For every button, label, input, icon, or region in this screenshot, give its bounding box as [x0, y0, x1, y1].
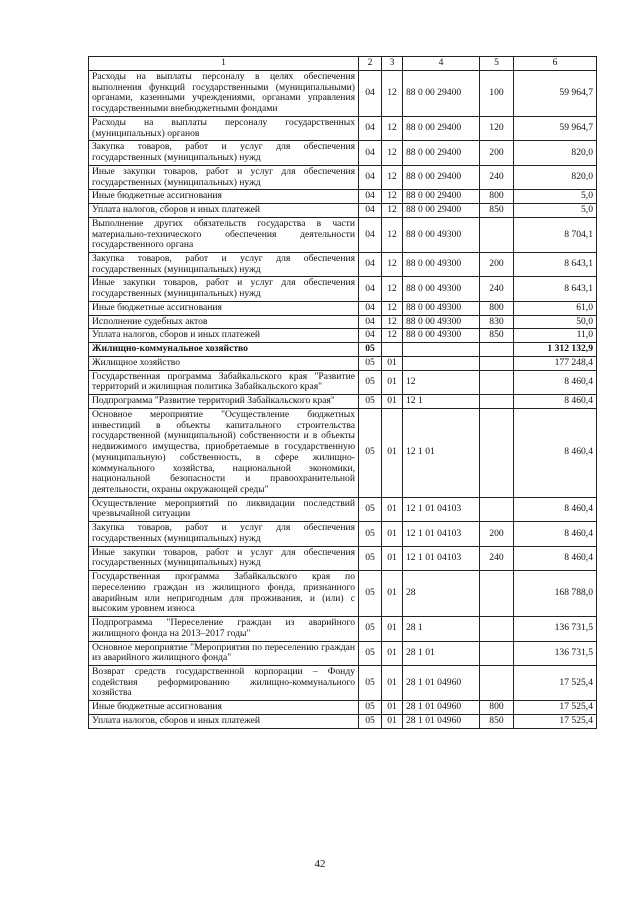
cell-target-article: 88 0 00 29400: [403, 116, 480, 140]
cell-name: Государственная программа Забайкальского края "Развитие территорий и жилищная политика Забайкальского края": [89, 370, 359, 394]
cell-section: 05: [359, 408, 382, 497]
cell-name: Иные бюджетные ассигнования: [89, 701, 359, 715]
cell-amount: 8 643,1: [514, 253, 597, 277]
cell-subsection: 01: [382, 641, 403, 665]
cell-name: Иные закупки товаров, работ и услуг для обеспечения государственных (муниципальных) нужд: [89, 165, 359, 189]
cell-subsection: 12: [382, 190, 403, 204]
cell-amount: 820,0: [514, 141, 597, 165]
cell-amount: 8 460,4: [514, 522, 597, 546]
cell-subsection: 12: [382, 253, 403, 277]
cell-target-article: 88 0 00 49300: [403, 329, 480, 343]
cell-name: Расходы на выплаты персоналу в целях обеспечения выполнения функций государственными (муниципальными) органами, казенными учреждениями, органами управления государственными внебюджетными фондами: [89, 71, 359, 117]
cell-expense-type: 850: [480, 204, 514, 218]
cell-name: Уплата налогов, сборов и иных платежей: [89, 329, 359, 343]
cell-section: 05: [359, 356, 382, 370]
cell-name: Расходы на выплаты персоналу государственных (муниципальных) органов: [89, 116, 359, 140]
table-row: [89, 343, 597, 357]
cell-name: Государственная программа Забайкальского края по переселению граждан из жилищного фонда, признанного аварийным или непригодным для проживания, и (или) с высоким уровнем износа: [89, 571, 359, 617]
cell-subsection: 12: [382, 71, 403, 117]
cell-name: Закупка товаров, работ и услуг для обеспечения государственных (муниципальных) нужд: [89, 253, 359, 277]
cell-target-article: 88 0 00 49300: [403, 315, 480, 329]
cell-target-article: [403, 356, 480, 370]
cell-target-article: 12 1: [403, 395, 480, 409]
cell-expense-type: 100: [480, 71, 514, 117]
cell-expense-type: 850: [480, 714, 514, 728]
cell-target-article: 12 1 01 04103: [403, 546, 480, 570]
cell-amount: 8 643,1: [514, 277, 597, 301]
table-row: [89, 571, 597, 617]
table-row: [89, 370, 597, 394]
cell-subsection: 01: [382, 395, 403, 409]
cell-subsection: 01: [382, 408, 403, 497]
table-row: [89, 315, 597, 329]
cell-amount: 11,0: [514, 329, 597, 343]
table-row: [89, 408, 597, 497]
cell-expense-type: 200: [480, 253, 514, 277]
cell-expense-type: 800: [480, 701, 514, 715]
cell-target-article: 88 0 00 29400: [403, 190, 480, 204]
cell-expense-type: 850: [480, 329, 514, 343]
cell-amount: 8 460,4: [514, 370, 597, 394]
cell-target-article: 88 0 00 29400: [403, 204, 480, 218]
cell-subsection: 01: [382, 356, 403, 370]
table-row: [89, 204, 597, 218]
cell-subsection: [382, 343, 403, 357]
cell-expense-type: [480, 641, 514, 665]
cell-section: 04: [359, 204, 382, 218]
cell-target-article: 88 0 00 49300: [403, 217, 480, 252]
cell-name: Уплата налогов, сборов и иных платежей: [89, 714, 359, 728]
cell-expense-type: 120: [480, 116, 514, 140]
cell-expense-type: [480, 497, 514, 521]
cell-target-article: 12: [403, 370, 480, 394]
cell-amount: 168 788,0: [514, 571, 597, 617]
cell-subsection: 12: [382, 301, 403, 315]
cell-name: Иные закупки товаров, работ и услуг для обеспечения государственных (муниципальных) нужд: [89, 277, 359, 301]
cell-section: 04: [359, 315, 382, 329]
cell-expense-type: 200: [480, 141, 514, 165]
header-cell-section: 2: [359, 57, 382, 71]
cell-expense-type: [480, 356, 514, 370]
cell-section: 05: [359, 701, 382, 715]
header-cell-target-article: 4: [403, 57, 480, 71]
cell-name: Основное мероприятие "Мероприятия по переселению граждан из аварийного жилищного фонда": [89, 641, 359, 665]
cell-name: Иные бюджетные ассигнования: [89, 301, 359, 315]
cell-subsection: 12: [382, 217, 403, 252]
table-row: [89, 395, 597, 409]
cell-amount: 17 525,4: [514, 665, 597, 700]
cell-amount: 177 248,4: [514, 356, 597, 370]
cell-amount: 8 460,4: [514, 408, 597, 497]
table-row: [89, 277, 597, 301]
table-row: [89, 253, 597, 277]
cell-name: Подпрограмма "Развитие территорий Забайкальского края": [89, 395, 359, 409]
cell-section: 04: [359, 217, 382, 252]
cell-subsection: 01: [382, 497, 403, 521]
cell-amount: 8 704,1: [514, 217, 597, 252]
cell-amount: 5,0: [514, 204, 597, 218]
table-row: [89, 641, 597, 665]
cell-amount: 8 460,4: [514, 546, 597, 570]
cell-target-article: 28 1 01: [403, 641, 480, 665]
cell-subsection: 12: [382, 329, 403, 343]
cell-target-article: 12 1 01 04103: [403, 497, 480, 521]
cell-target-article: 88 0 00 49300: [403, 301, 480, 315]
cell-amount: 17 525,4: [514, 714, 597, 728]
cell-name: Уплата налогов, сборов и иных платежей: [89, 204, 359, 218]
cell-target-article: 88 0 00 29400: [403, 165, 480, 189]
cell-expense-type: [480, 395, 514, 409]
cell-target-article: 88 0 00 29400: [403, 141, 480, 165]
cell-section: 05: [359, 617, 382, 641]
cell-section: 04: [359, 165, 382, 189]
cell-section: 05: [359, 571, 382, 617]
cell-target-article: 12 1 01: [403, 408, 480, 497]
cell-section: 04: [359, 141, 382, 165]
cell-subsection: 12: [382, 116, 403, 140]
cell-expense-type: [480, 343, 514, 357]
cell-section: 04: [359, 116, 382, 140]
cell-section: 05: [359, 370, 382, 394]
table-row: [89, 190, 597, 204]
cell-section: 05: [359, 546, 382, 570]
cell-amount: 8 460,4: [514, 395, 597, 409]
cell-expense-type: 800: [480, 190, 514, 204]
cell-subsection: 12: [382, 277, 403, 301]
cell-amount: 61,0: [514, 301, 597, 315]
cell-name: Возврат средств государственной корпорации – Фонду содействия реформированию жилищно-коммунального хозяйства: [89, 665, 359, 700]
cell-target-article: 88 0 00 29400: [403, 71, 480, 117]
cell-target-article: [403, 343, 480, 357]
cell-section: 04: [359, 253, 382, 277]
cell-amount: 136 731,5: [514, 641, 597, 665]
cell-section: 05: [359, 665, 382, 700]
table-header: [89, 57, 597, 71]
cell-target-article: 28: [403, 571, 480, 617]
cell-section: 05: [359, 343, 382, 357]
header-cell-subsection: 3: [382, 57, 403, 71]
cell-section: 05: [359, 497, 382, 521]
cell-name: Основное мероприятие "Осуществление бюджетных инвестиций в объекты капитального строительства государственной (муниципальной) собственности и в объекты недвижимого имущества, приобретаемые в государственную (муниципальную) собственность, в сфере жилищно-коммунального хозяйства, национальной экономики, национальной безопасности и правоохранительной деятельности, охраны окружающей среды": [89, 408, 359, 497]
page-number: 42: [314, 858, 326, 870]
table-row: [89, 617, 597, 641]
cell-target-article: 12 1 01 04103: [403, 522, 480, 546]
cell-target-article: 88 0 00 49300: [403, 277, 480, 301]
cell-amount: 59 964,7: [514, 116, 597, 140]
cell-name: Подпрограмма "Переселение граждан из аварийного жилищного фонда на 2013–2017 годы": [89, 617, 359, 641]
table-row: [89, 71, 597, 117]
cell-expense-type: 240: [480, 546, 514, 570]
cell-subsection: 12: [382, 141, 403, 165]
cell-section: 04: [359, 190, 382, 204]
cell-section: 05: [359, 641, 382, 665]
table-body: [89, 71, 597, 729]
cell-subsection: 12: [382, 165, 403, 189]
cell-expense-type: [480, 408, 514, 497]
table-row: [89, 116, 597, 140]
cell-target-article: 28 1: [403, 617, 480, 641]
header-cell-amount: 6: [514, 57, 597, 71]
cell-name: Исполнение судебных актов: [89, 315, 359, 329]
cell-amount: 5,0: [514, 190, 597, 204]
cell-expense-type: [480, 665, 514, 700]
cell-expense-type: 240: [480, 165, 514, 189]
cell-subsection: 12: [382, 204, 403, 218]
cell-subsection: 01: [382, 571, 403, 617]
cell-name: Выполнение других обязательств государства в части материально-технического обеспечения деятельности государственного органа: [89, 217, 359, 252]
cell-section: 05: [359, 395, 382, 409]
cell-target-article: 88 0 00 49300: [403, 253, 480, 277]
cell-name: Жилищно-коммунальное хозяйство: [89, 343, 359, 357]
cell-subsection: 01: [382, 701, 403, 715]
cell-expense-type: 200: [480, 522, 514, 546]
cell-section: 04: [359, 301, 382, 315]
table-row: [89, 497, 597, 521]
cell-name: Закупка товаров, работ и услуг для обеспечения государственных (муниципальных) нужд: [89, 141, 359, 165]
cell-expense-type: [480, 617, 514, 641]
cell-subsection: 01: [382, 546, 403, 570]
cell-subsection: 01: [382, 522, 403, 546]
cell-subsection: 01: [382, 370, 403, 394]
cell-amount: 1 312 132,9: [514, 343, 597, 357]
table-row: [89, 329, 597, 343]
table-row: [89, 546, 597, 570]
cell-amount: 50,0: [514, 315, 597, 329]
cell-amount: 136 731,5: [514, 617, 597, 641]
cell-section: 04: [359, 71, 382, 117]
header-cell-expense-type: 5: [480, 57, 514, 71]
cell-name: Иные бюджетные ассигнования: [89, 190, 359, 204]
header-row: [89, 57, 597, 71]
cell-subsection: 01: [382, 617, 403, 641]
cell-subsection: 01: [382, 665, 403, 700]
table-row: [89, 665, 597, 700]
table-row: [89, 356, 597, 370]
cell-name: Иные закупки товаров, работ и услуг для обеспечения государственных (муниципальных) нужд: [89, 546, 359, 570]
cell-expense-type: 830: [480, 315, 514, 329]
budget-table: [88, 56, 597, 729]
cell-name: Осуществление мероприятий по ликвидации последствий чрезвычайной ситуации: [89, 497, 359, 521]
table-row: [89, 701, 597, 715]
cell-expense-type: [480, 571, 514, 617]
cell-section: 04: [359, 329, 382, 343]
cell-amount: 820,0: [514, 165, 597, 189]
cell-subsection: 01: [382, 714, 403, 728]
cell-expense-type: 240: [480, 277, 514, 301]
table-row: [89, 522, 597, 546]
cell-expense-type: [480, 217, 514, 252]
cell-expense-type: [480, 370, 514, 394]
cell-amount: 17 525,4: [514, 701, 597, 715]
cell-amount: 8 460,4: [514, 497, 597, 521]
table-row: [89, 141, 597, 165]
header-cell-name: 1: [89, 57, 359, 71]
table-row: [89, 217, 597, 252]
cell-name: Закупка товаров, работ и услуг для обеспечения государственных (муниципальных) нужд: [89, 522, 359, 546]
cell-name: Жилищное хозяйство: [89, 356, 359, 370]
cell-target-article: 28 1 01 04960: [403, 665, 480, 700]
cell-target-article: 28 1 01 04960: [403, 714, 480, 728]
table-row: [89, 714, 597, 728]
cell-subsection: 12: [382, 315, 403, 329]
cell-expense-type: 800: [480, 301, 514, 315]
cell-target-article: 28 1 01 04960: [403, 701, 480, 715]
cell-section: 05: [359, 522, 382, 546]
table-row: [89, 301, 597, 315]
cell-section: 04: [359, 277, 382, 301]
cell-amount: 59 964,7: [514, 71, 597, 117]
cell-section: 05: [359, 714, 382, 728]
table-row: [89, 165, 597, 189]
